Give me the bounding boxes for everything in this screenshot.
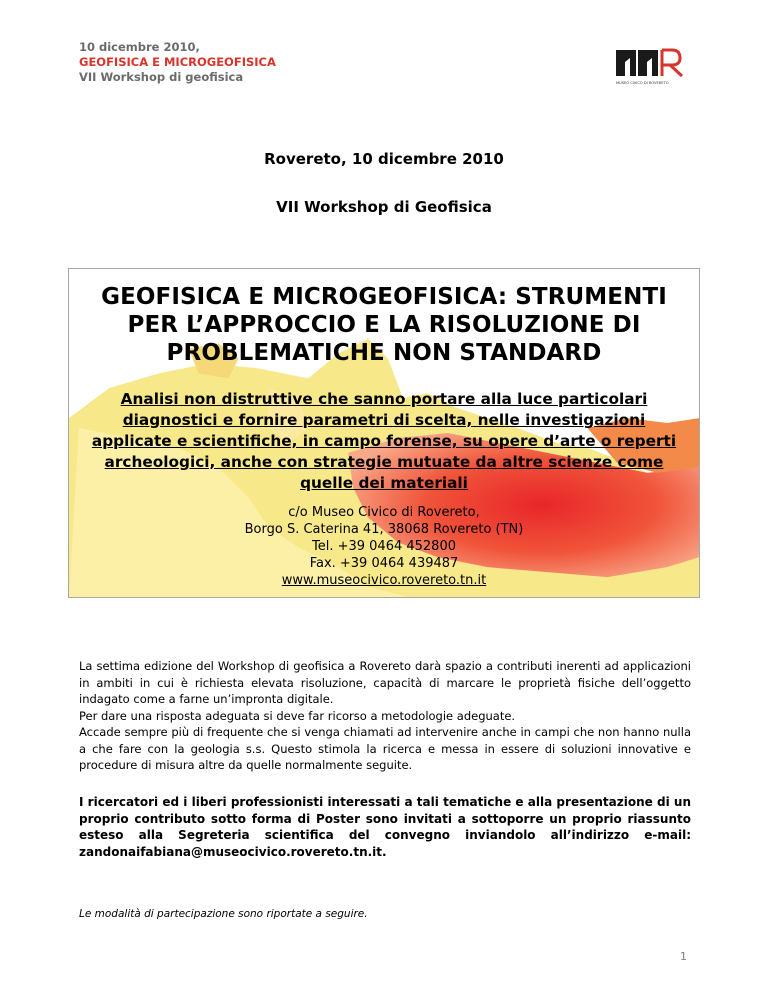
event-edition: VII Workshop di Geofisica: [276, 198, 492, 216]
logo-caption: MUSEO CIVICO DI ROVERETO: [616, 81, 669, 85]
box-subtitle-line: quelle dei materiali: [300, 474, 468, 492]
document-header: [79, 40, 276, 85]
paragraph: Accade sempre più di frequente che si venga chiamati ad intervenire anche in campi che non hanno nulla a che fare con la geologia s.s. Questo stimola la ricerca e messa in essere di soluzioni innovative e procedure di misura altre da quelle normalmente seguite.: [79, 725, 691, 772]
participation-note: Le modalità di partecipazione sono riportate a seguire.: [79, 908, 368, 920]
box-subtitle-line: diagnostici e fornire parametri di scelta, nelle investigazioni: [122, 411, 646, 429]
box-title-line: PER L’APPROCCIO E LA RISOLUZIONE DI: [127, 312, 641, 338]
contact-fax: Fax. +39 0464 439487: [309, 556, 459, 571]
contact-venue: c/o Museo Civico di Rovereto,: [288, 505, 480, 520]
box-subtitle: [69, 389, 699, 494]
paragraph: Per dare una risposta adeguata si deve far ricorso a metodologie adeguate.: [79, 708, 516, 723]
page-number: 1: [680, 950, 687, 963]
intro-text: [79, 658, 691, 774]
header-subtitle: VII Workshop di geofisica: [79, 70, 244, 84]
box-title-line: GEOFISICA E MICROGEOFISICA: STRUMENTI: [101, 284, 667, 310]
contact-block: [69, 504, 699, 589]
header-date: 10 dicembre 2010,: [79, 40, 200, 54]
paragraph: La settima edizione del Workshop di geofisica a Rovereto darà spazio a contributi inerenti ad applicazioni in ambiti in cui è richiesta elevata risoluzione, capacità di marcare le proprietà fisiche dell’oggetto indagato come a farne un’impronta digitale.: [79, 659, 691, 706]
contact-address: Borgo S. Caterina 41, 38068 Rovereto (TN): [244, 522, 524, 537]
box-title-line: PROBLEMATICHE NON STANDARD: [166, 340, 602, 366]
contact-tel: Tel. +39 0464 452800: [311, 539, 456, 554]
header-title: GEOFISICA E MICROGEOFISICA: [79, 55, 276, 69]
box-title: [69, 283, 699, 367]
box-subtitle-line: archeologici, anche con strategie mutuate da altre scienze come: [104, 453, 664, 471]
website-link[interactable]: www.museocivico.rovereto.tn.it: [281, 573, 487, 588]
call-for-posters: I ricercatori ed i liberi professionisti interessati a tali tematiche e alla presentazione di un proprio contributo sotto forma di Poster sono invitati a sottoporre un proprio riassunto esteso alla Segreteria scientifica del convegno inviandolo all’indirizzo e-mail: zandonaifabiana@museocivico.rovereto.tn.it.: [79, 795, 691, 859]
box-subtitle-line: Analisi non distruttive che sanno portare alla luce particolari: [120, 390, 648, 408]
box-subtitle-line: applicate e scientifiche, in campo forense, su opere d’arte o reperti: [91, 432, 677, 450]
title-box: [68, 268, 700, 598]
museum-logo: [614, 40, 694, 88]
event-place-date: Rovereto, 10 dicembre 2010: [264, 150, 504, 168]
